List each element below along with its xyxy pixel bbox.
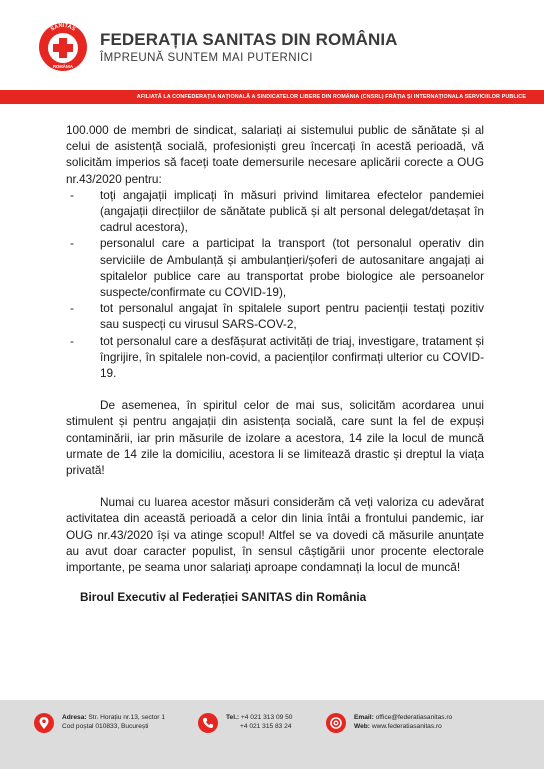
list-item — [66, 333, 484, 382]
letter-body — [66, 122, 484, 605]
demands-list — [66, 187, 484, 381]
intro-paragraph: 100.000 de membri de sindicat, salariați ai sistemului public de sănătate și al celui de asistență socială, profesioniști greu încercați în acestă perioadă, vă solicităm imperios să faceți toate demersurile necesare aplicării corecte a OUG nr.43/2020 pentru: — [66, 123, 484, 186]
location-pin-icon — [34, 713, 54, 733]
paragraph-conclusion: Numai cu luarea acestor măsuri considerăm că veți valoriza cu adevărat activitatea din această perioadă a celor din linia întâi a frontului pandemic, iar OUG nr.43/2020 își va atinge scopul! Altfel se va dovedi că măsurile anunțate au avut doar caracter populist, în sensul câștigării unor procente electorale importante, pe seama unor salariați aproape condamnați la locul de muncă! — [66, 495, 484, 575]
signature: Biroul Executiv al Federației SANITAS din România — [80, 590, 367, 605]
bullet-dash: - — [70, 236, 74, 251]
footer — [0, 700, 544, 769]
email-value[interactable]: office@federatiasanitas.ro — [375, 714, 453, 721]
bullet-dash: - — [70, 333, 74, 348]
web-value[interactable]: www.federatiasanitas.ro — [371, 723, 442, 730]
phone-label: Tel.: — [226, 714, 240, 721]
list-item — [66, 187, 484, 236]
phone-line-1[interactable]: +4 021 313 09 50 — [240, 714, 293, 721]
list-item — [66, 300, 484, 332]
address-label: Adresa: — [62, 714, 87, 721]
phone-icon — [198, 713, 218, 733]
list-item-text: personalul care a participat la transport (tot personalul operativ din serviciile de Ambulanță și ambulanțieri/șoferi de autosanitare angajați ai spitalelor publice care au transportat probe biologice ale persoanelor suspecte/confirmate cu COVID-19), — [100, 236, 484, 300]
list-item-text: tot personalul care a desfășurat activități de triaj, investigare, tratament și îngrijire, în spitalele non-covid, a pacienților confirmați ulterior cu COVID-19. — [100, 333, 484, 381]
web-label: Web: — [354, 723, 370, 730]
sanitas-logo — [38, 22, 88, 72]
sanitas-logo-icon — [38, 22, 88, 72]
logo-bottom-text: ROMÂNIA — [52, 64, 74, 69]
address-line-1: Str. Horațiu nr.13, sector 1 — [88, 714, 166, 721]
email-icon — [326, 713, 346, 733]
list-item-text: toți angajații implicați în măsuri privind limitarea efectelor pandemiei (angajații direcțiilor de sănătate publică și alt personal delegat/detașat în cadrul acestora), — [100, 187, 484, 235]
phone-line-2[interactable]: +4 021 315 83 24 — [240, 723, 292, 730]
email-label: Email: — [354, 714, 374, 721]
organization-motto: ÎMPREUNĂ SUNTEM MAI PUTERNICI — [100, 52, 313, 64]
organization-name: FEDERAȚIA SANITAS DIN ROMÂNIA — [100, 30, 398, 49]
bullet-dash: - — [70, 187, 74, 202]
bullet-dash: - — [70, 301, 74, 316]
affiliation-text: AFILIATĂ LA CONFEDERAȚIA NAȚIONALĂ A SINDICATELOR LIBERE DIN ROMÂNIA (CNSRL) FRĂȚIA ȘI INTERNAȚIONALA SERVICIILOR PUBLICE — [136, 94, 526, 100]
logo-arc-text: SANITAS — [49, 22, 77, 33]
list-item-text: tot personalul angajat în spitalele suport pentru pacienții testați pozitiv sau suspecți cu virusul SARS-COV-2, — [100, 301, 484, 332]
list-item — [66, 235, 484, 300]
address-line-2: Cod poștal 010833, București — [62, 723, 149, 730]
paragraph-social-assistance: De asemenea, în spiritul celor de mai sus, solicităm acordarea unui stimulent și pentru angajații din asistența socială, care sunt la fel de expuși contaminării, iar prin măsurile de izolare a acestora, 14 zile la locul de muncă urmate de 14 zile la domiciliu, acestora li se limitează drastic și dreptul la viața privată! — [66, 398, 484, 478]
